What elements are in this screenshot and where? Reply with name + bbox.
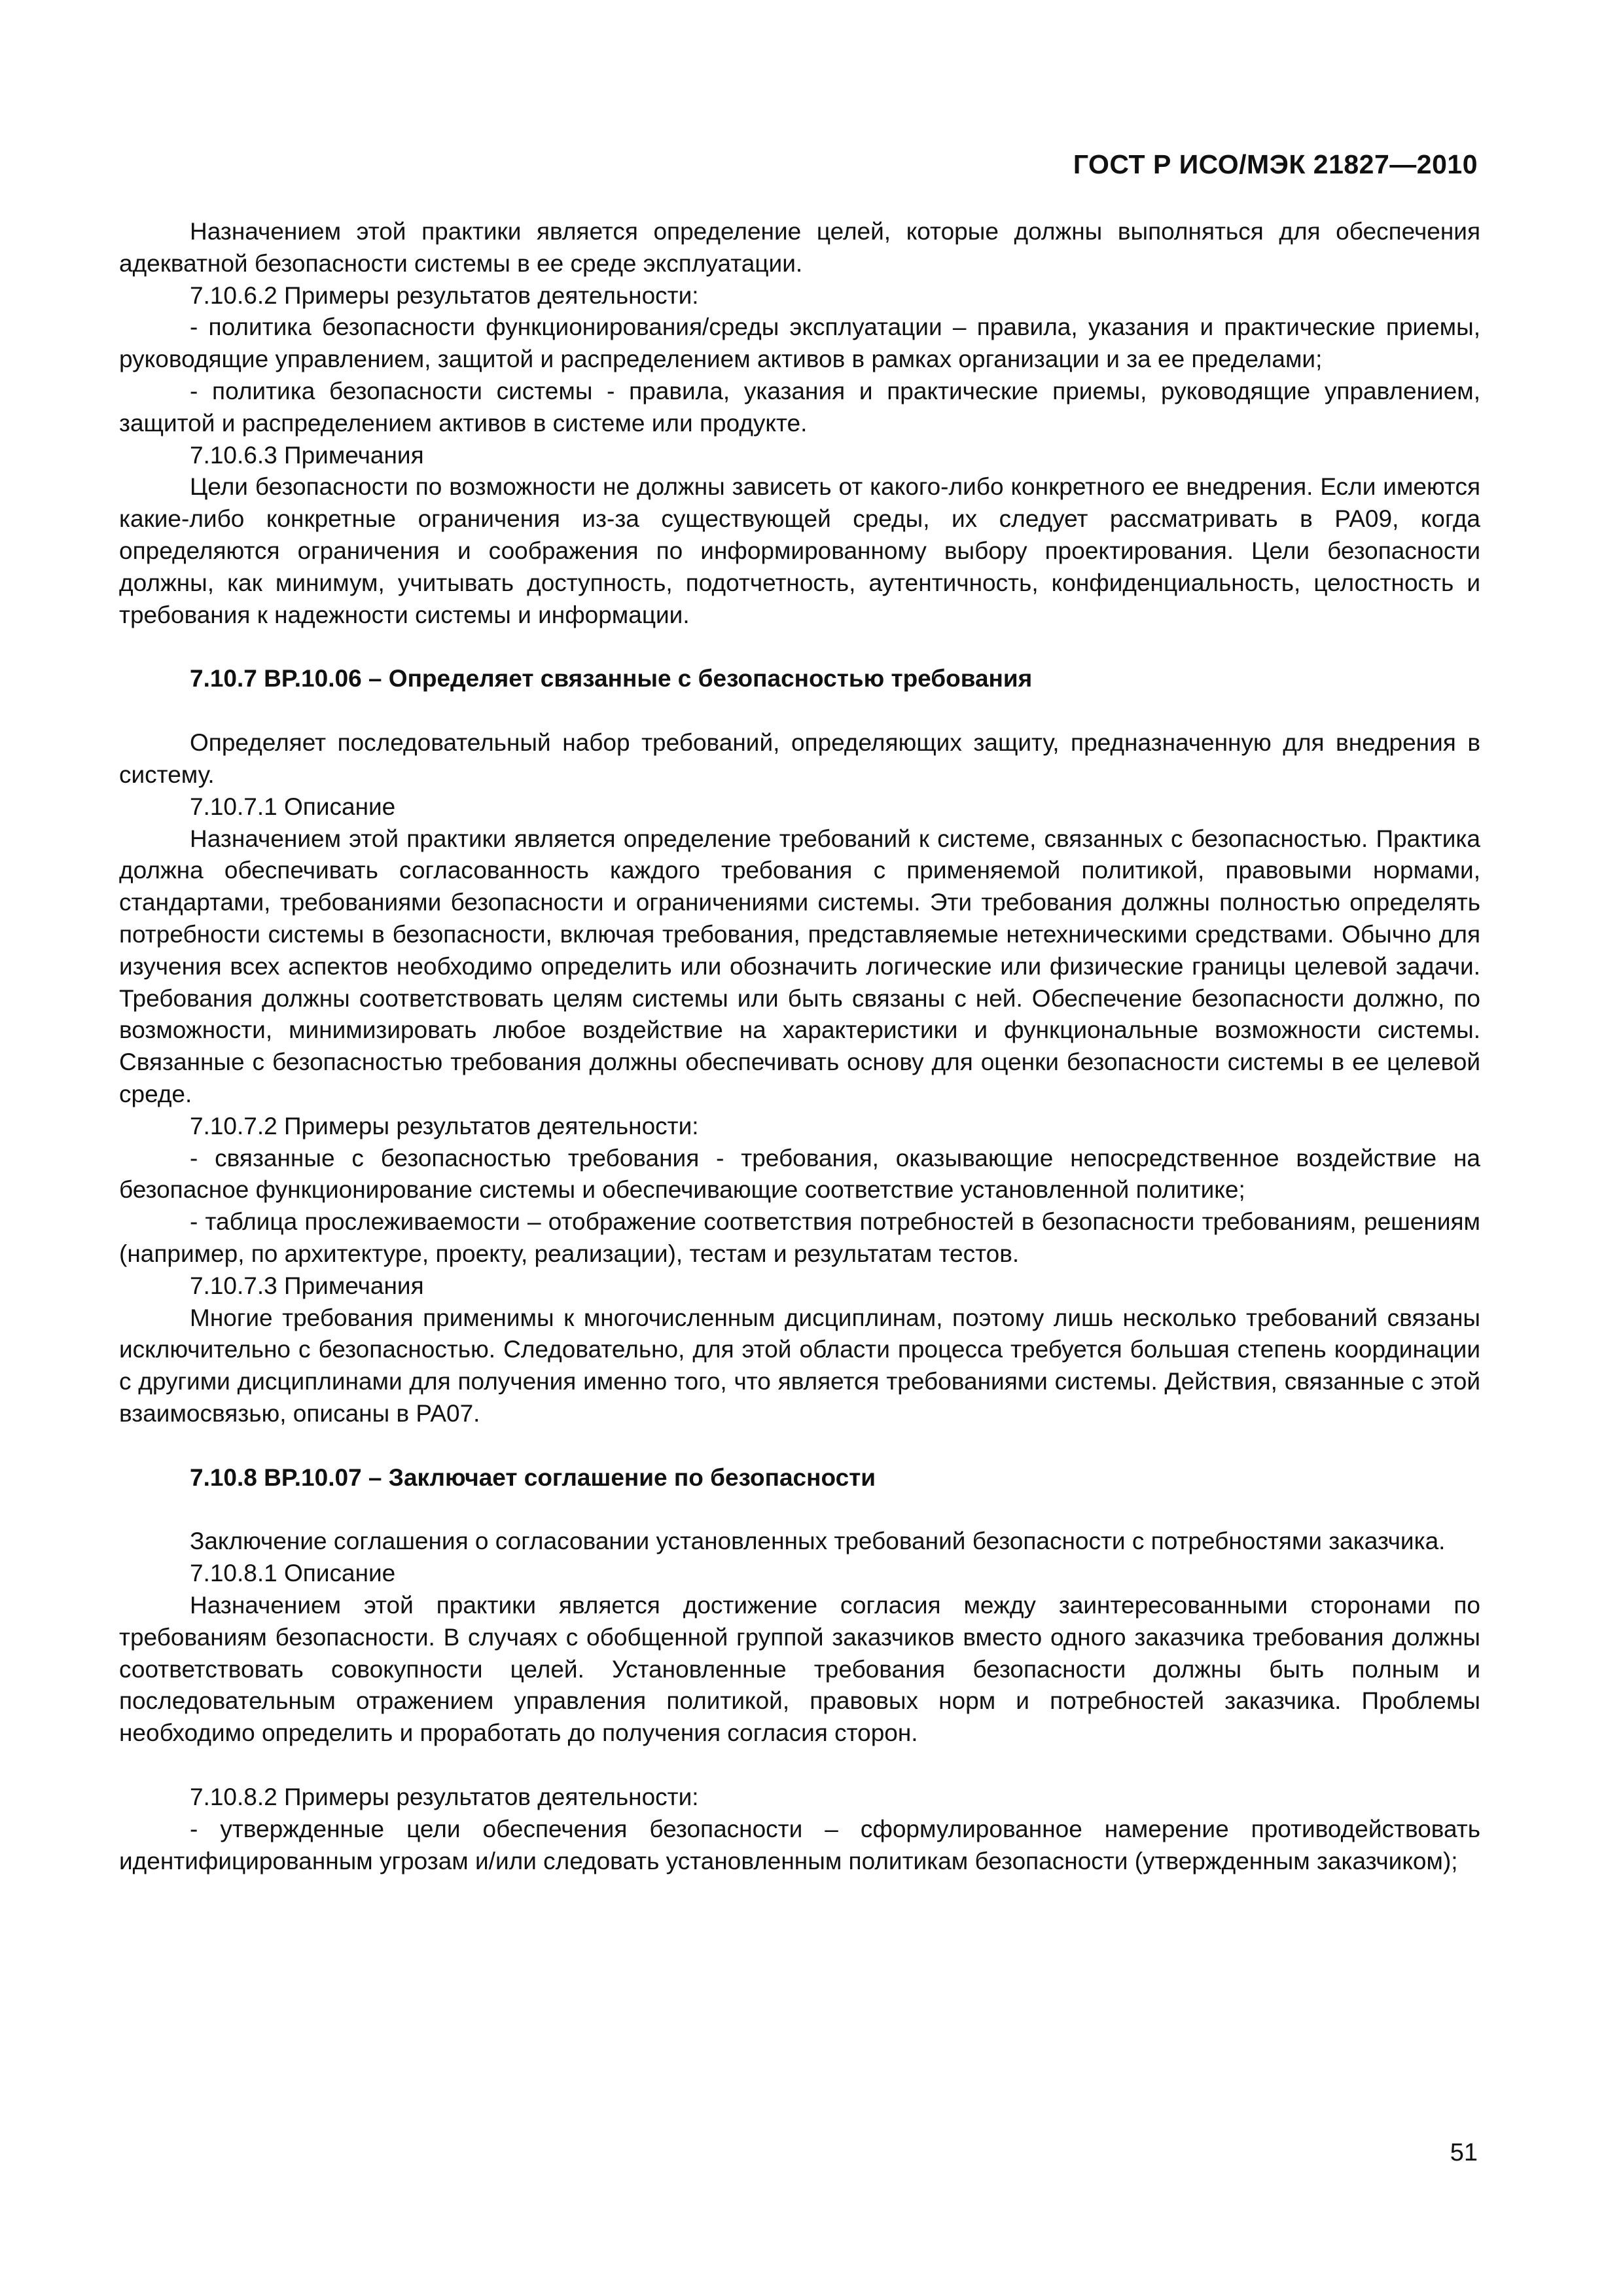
document-body bbox=[119, 216, 1480, 1877]
subsection-title: 7.10.7.2 Примеры результатов деятельности: bbox=[190, 1112, 699, 1139]
paragraph: Назначением этой практики является определение целей, которые должны выполняться для обеспечения адекватной безопасности системы в ее среде эксплуатации. bbox=[119, 218, 1480, 277]
subsection-title: 7.10.7.3 Примечания bbox=[190, 1272, 424, 1299]
paragraph: Цели безопасности по возможности не должны зависеть от какого-либо конкретного ее внедрения. Если имеются какие-либо конкретные ограничения из-за существующей среды, их следует рассматривать в PA09, когда определяются ограничения и соображения по информированному выбору проектирования. Цели безопасности должны, как минимум, учитывать доступность, подотчетность, аутентичность, конфиденциальность, целостность и требования к надежности системы и информации. bbox=[119, 473, 1480, 628]
subsection-title: 7.10.7.1 Описание bbox=[190, 793, 396, 820]
list-item: - политика безопасности функционирования/среды эксплуатации – правила, указания и практические приемы, руководящие управлением, защитой и распределением активов в рамках организации и за ее пределами; bbox=[119, 314, 1480, 373]
list-item: - таблица прослеживаемости – отображение соответствия потребностей в безопасности требованиям, решениям (например, по архитектуре, проекту, реализации), тестам и результатам тестов. bbox=[119, 1208, 1480, 1267]
list-item: - связанные с безопасностью требования - требования, оказывающие непосредственное воздействие на безопасное функционирование системы и обеспечивающие соответствие установленной политике; bbox=[119, 1144, 1480, 1204]
list-item: - политика безопасности системы - правила, указания и практические приемы, руководящие управлением, защитой и распределением активов в системе или продукте. bbox=[119, 377, 1480, 437]
subsection-title: 7.10.6.2 Примеры результатов деятельности: bbox=[190, 281, 699, 309]
page-number: 51 bbox=[1450, 2139, 1478, 2166]
section-heading: 7.10.7 BP.10.06 – Определяет связанные с безопасностью требования bbox=[190, 665, 1033, 692]
standard-header: ГОСТ Р ИСО/МЭК 21827—2010 bbox=[1073, 149, 1478, 179]
list-item: - утвержденные цели обеспечения безопасности – сформулированное намерение противодействовать идентифицированным угрозам и/или следовать установленным политикам безопасности (утвержденным заказчиком); bbox=[119, 1815, 1480, 1874]
paragraph: Назначением этой практики является достижение согласия между заинтересованными сторонами по требованиям безопасности. В случаях с обобщенной группой заказчиков вместо одного заказчика требования должны соответствовать совокупности целей. Установленные требования безопасности должны быть полным и последовательным отражением управления политикой, правовых норм и потребностей заказчика. Проблемы необходимо определить и проработать до получения согласия сторон. bbox=[119, 1592, 1480, 1747]
subsection-title: 7.10.8.1 Описание bbox=[190, 1560, 396, 1587]
paragraph: Назначением этой практики является определение требований к системе, связанных с безопасностью. Практика должна обеспечивать согласованность каждого требования с применяемой политикой, правовыми нормами, стандартами, требованиями безопасности и ограничениями системы. Эти требования должны полностью определять потребности системы в безопасности, включая требования, представляемые нетехническими средствами. Обычно для изучения всех аспектов необходимо определить или обозначить логические или физические границы целевой задачи. Требования должны соответствовать целям системы или быть связаны с ней. Обеспечение безопасности должно, по возможности, минимизировать любое воздействие на характеристики и функциональные возможности системы. Связанные с безопасностью требования должны обеспечивать основу для оценки безопасности системы в ее целевой среде. bbox=[119, 825, 1480, 1107]
subsection-title: 7.10.8.2 Примеры результатов деятельности: bbox=[190, 1784, 699, 1811]
paragraph: Заключение соглашения о согласовании установленных требований безопасности с потребностями заказчика. bbox=[190, 1528, 1446, 1555]
section-heading: 7.10.8 BP.10.07 – Заключает соглашение по безопасности bbox=[190, 1463, 876, 1491]
paragraph: Многие требования применимы к многочисленным дисциплинам, поэтому лишь несколько требований связаны исключительно с безопасностью. Следовательно, для этой области процесса требуется большая степень координации с другими дисциплинами для получения именно того, что является требованиями системы. Действия, связанные с этой взаимосвязью, описаны в PA07. bbox=[119, 1304, 1480, 1427]
paragraph: Определяет последовательный набор требований, определяющих защиту, предназначенную для внедрения в систему. bbox=[119, 729, 1480, 788]
subsection-title: 7.10.6.3 Примечания bbox=[190, 441, 424, 469]
